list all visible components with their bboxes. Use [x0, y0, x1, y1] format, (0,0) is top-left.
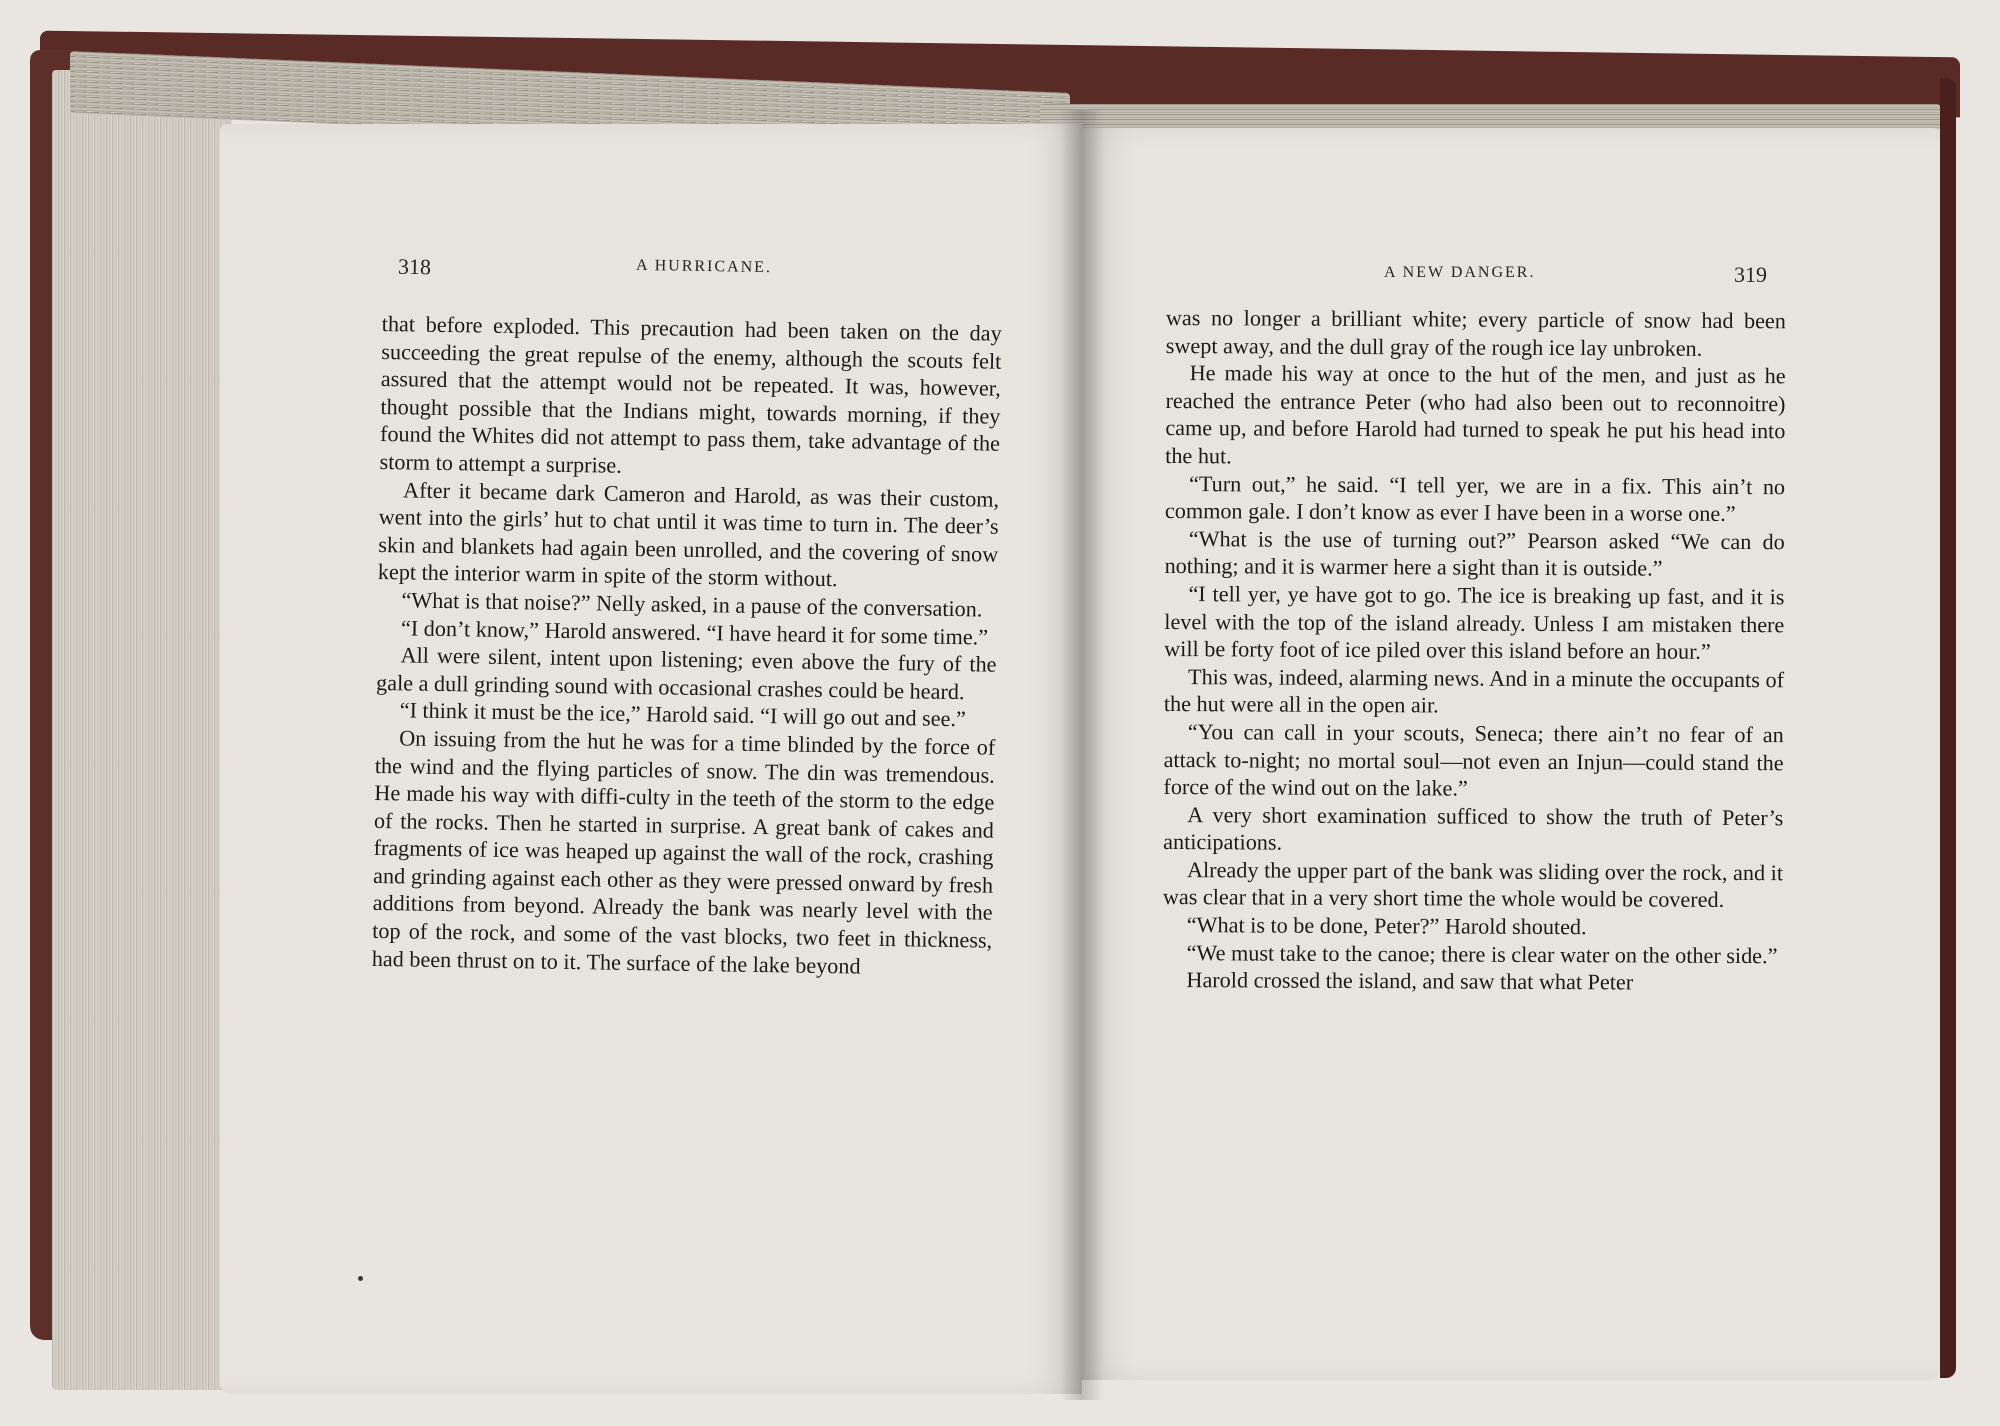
left-paragraph: After it became dark Cameron and Harold, as was their custom, went into the girls’ hut to chat until it was time to turn in. The deer’s skin and blankets had again been unrolled, and the covering of snow kept the interior warm in spite of the storm without.: [377, 476, 1000, 592]
left-running-head: A HURRICANE.: [635, 256, 773, 277]
right-page-number: 319: [1734, 262, 1767, 287]
right-paragraph: Harold crossed the island, and saw that what Peter: [1186, 967, 1634, 995]
page-stack-top-right: [1040, 104, 1940, 130]
right-paragraph: This was, indeed, alarming news. And in a minute the occupants of the hut were all in the open air.: [1163, 663, 1785, 718]
right-paragraph: He made his way at once to the hut of the men, and just as he reached the entrance Peter (who had also been out to reconnoitre) came up, and before Harold had turned to speak he put his head into the hut.: [1165, 360, 1786, 469]
right-paragraph: “You can call in your scouts, Seneca; there ain’t no fear of an attack to-night; no mortal soul—not even an Injun—could stand the force of the wind out on the lake.”: [1163, 719, 1784, 801]
right-paragraph: “We must take to the canoe; there is clear water on the other side.”: [1186, 939, 1778, 968]
right-paragraph: was no longer a brilliant white; every particle of snow had been swept away, and the dull gray of the rough ice lay unbroken.: [1165, 305, 1786, 361]
page-stack-left: [52, 70, 232, 1390]
right-page-body: [1162, 304, 1786, 997]
right-paragraph: “Turn out,” he said. “I tell yer, we are in a fix. This ain’t no common gale. I don’t know as ever I have been in a worse one.”: [1164, 470, 1786, 527]
book-cover-right: [1940, 78, 1956, 1378]
left-paragraph: On issuing from the hut he was for a time blinded by the force of the wind and the flying particles of snow. The din was tremendous. He made his way with diffi-culty in the teeth of the storm to the edge of the rocks. Then he started in surprise. A great bank of cakes and fragments of ice was heaped up against the wall of the rock, crashing and grinding against each other as they were pressed onward by fresh additions from beyond. Already the bank was nearly level with the top of the rock, and some of the vast blocks, two feet in thickness, had been thrust on to it. The surface of the lake beyond: [371, 725, 996, 979]
right-paragraph: “What is to be done, Peter?” Harold shouted.: [1186, 912, 1587, 940]
right-paragraph: “I tell yer, ye have got to go. The ice is breaking up fast, and it is level with the top of the island already. Unless I am mistaken there will be forty foot of ice piled over this island before an hour.”: [1164, 581, 1785, 664]
left-paragraph: All were silent, intent upon listening; even above the fury of the gale a dull grinding sound with occasional crashes could be heard.: [375, 642, 997, 704]
left-paragraph: that before exploded. This precaution had been taken on the day succeeding the great repulse of the enemy, although the scouts felt assured that the attempt would not be repeated. It was, however, thought possible that the Indians might, towards morning, if they found the Whites did not attempt to pass them, take advantage of the storm to attempt a surprise.: [379, 310, 1002, 478]
right-paragraph: Already the upper part of the bank was sliding over the rock, and it was clear that in a very short time the whole would be covered.: [1162, 856, 1784, 913]
left-paragraph: “What is that noise?” Nelly asked, in a pause of the conversation.: [401, 587, 983, 622]
right-paragraph: A very short examination sufficed to show the truth of Peter’s anticipations.: [1163, 801, 1784, 855]
paper-speck: [358, 1276, 363, 1281]
book-gutter: [1060, 110, 1104, 1400]
left-page-number: 318: [397, 253, 432, 280]
left-paragraph: “I don’t know,” Harold answered. “I have heard it for some time.”: [400, 614, 989, 650]
right-paragraph: “What is the use of turning out?” Pearson asked “We can do nothing; and it is warmer here a sight than it is outside.”: [1164, 525, 1785, 581]
left-page-body: [372, 310, 1002, 982]
right-running-head: A NEW DANGER.: [1384, 264, 1536, 281]
left-paragraph: “I think it must be the ice,” Harold said. “I will go out and see.”: [399, 697, 967, 732]
